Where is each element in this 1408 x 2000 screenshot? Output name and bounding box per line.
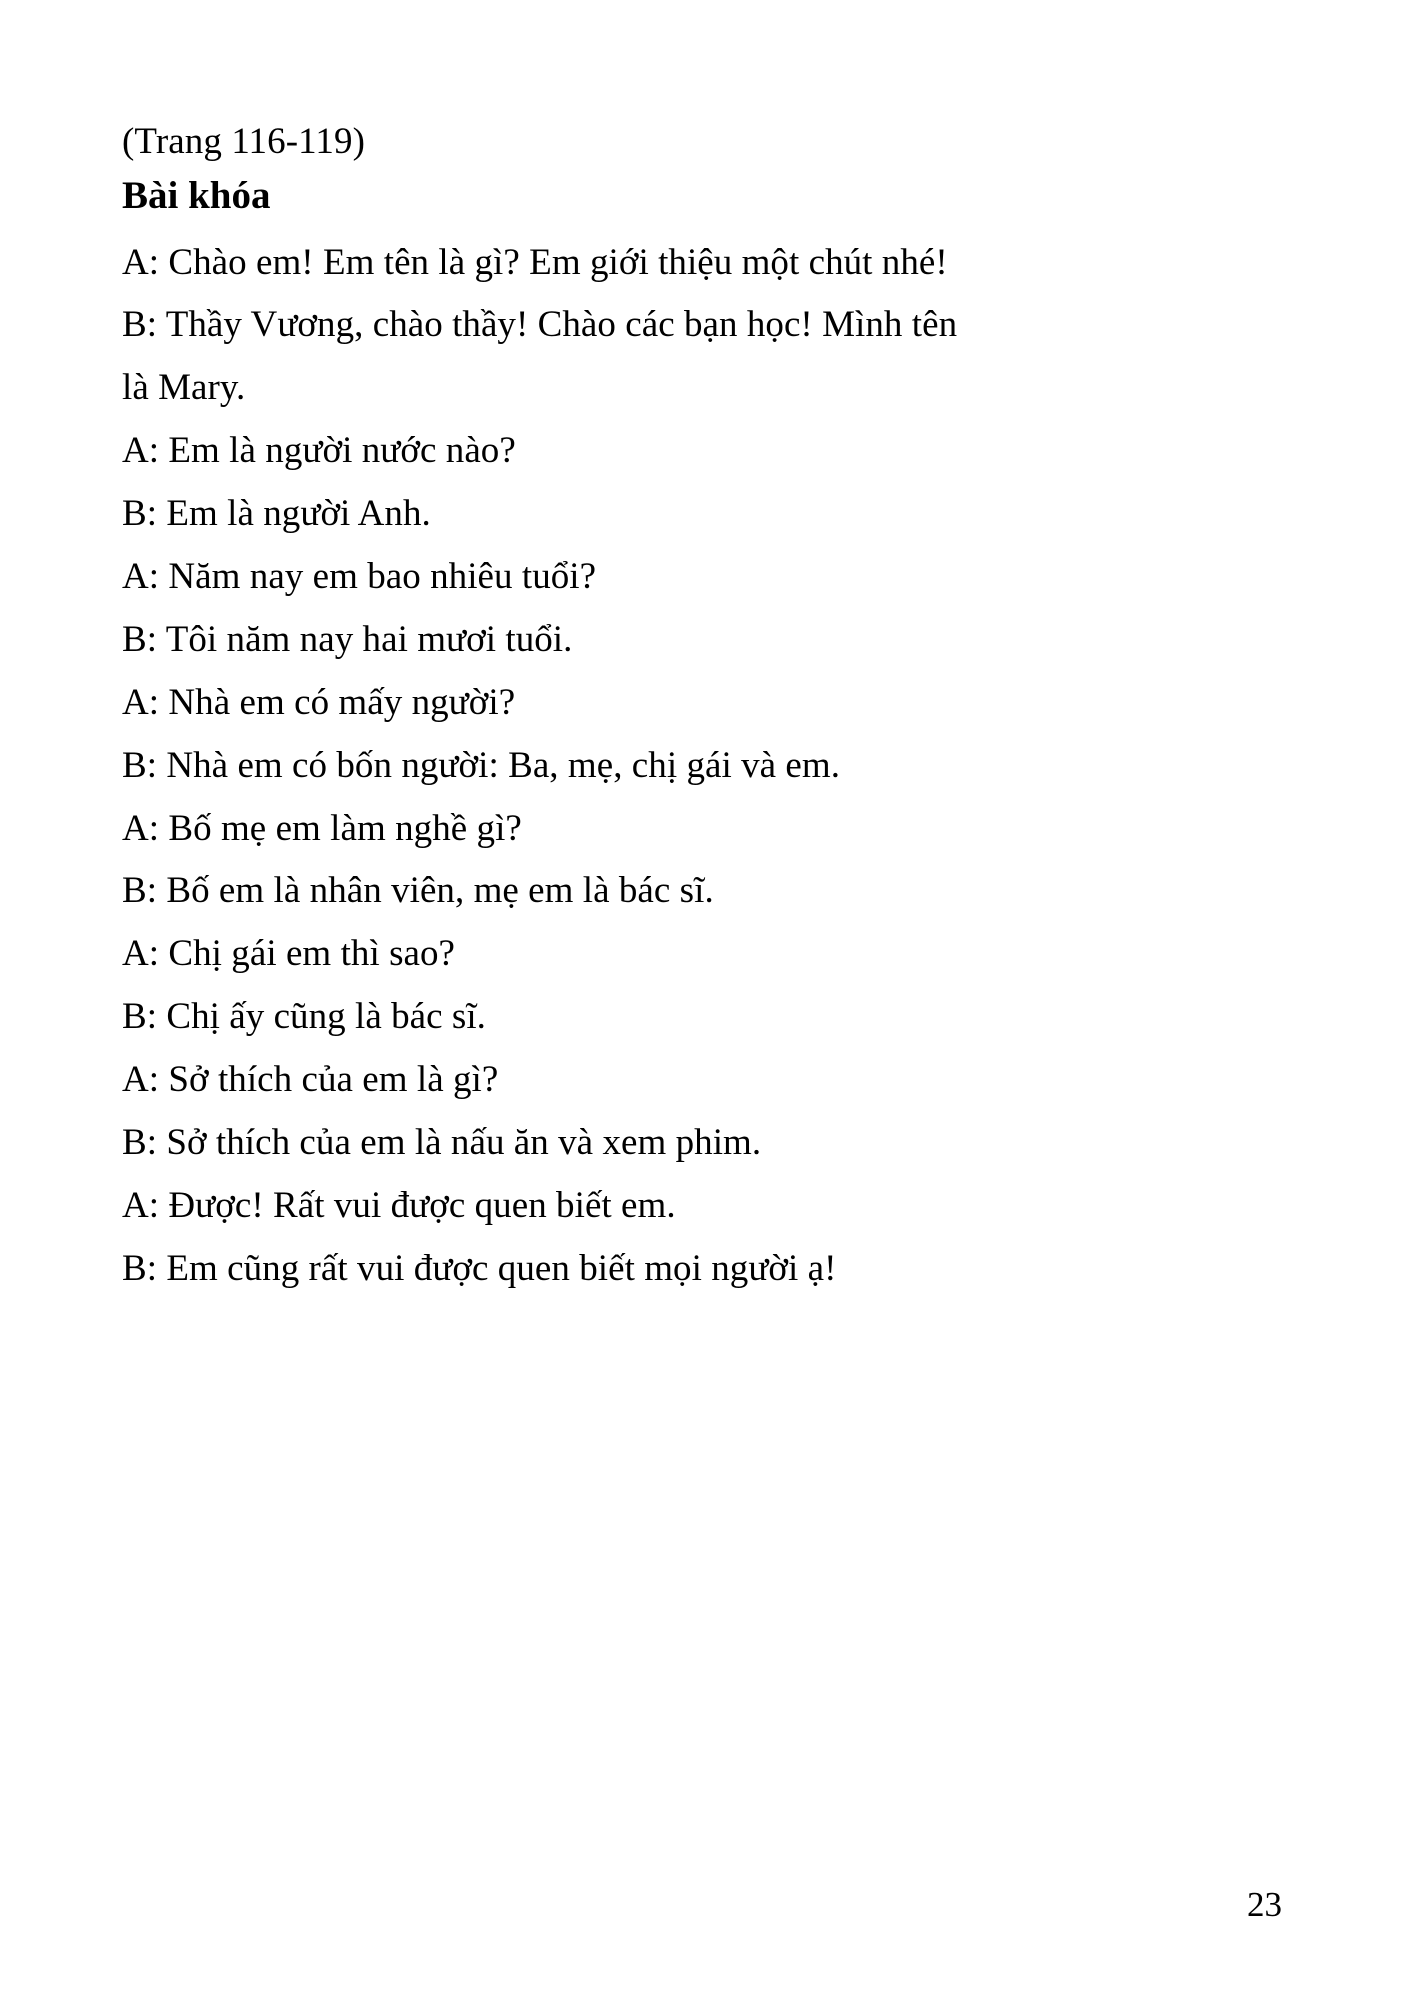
dialogue-line: B: Nhà em có bốn người: Ba, mẹ, chị gái và em. <box>122 744 841 786</box>
dialogue-line: A: Nhà em có mấy người? <box>122 681 516 723</box>
dialogue-line: A: Chào em! Em tên là gì? Em giới thiệu một chút nhé! <box>122 241 948 283</box>
dialogue-list <box>122 232 1242 1301</box>
dialogue-line: B: Chị ấy cũng là bác sĩ. <box>122 996 486 1038</box>
dialogue-line: A: Chị gái em thì sao? <box>122 933 456 975</box>
dialogue-line: A: Năm nay em bao nhiêu tuổi? <box>122 556 597 598</box>
dialogue-line: B: Sở thích của em là nấu ăn và xem phim. <box>122 1122 762 1164</box>
page-reference: (Trang 116-119) <box>122 121 366 162</box>
dialogue-line: A: Được! Rất vui được quen biết em. <box>122 1184 676 1226</box>
dialogue-line: B: Bố em là nhân viên, mẹ em là bác sĩ. <box>122 870 714 912</box>
page-number: 23 <box>1247 1885 1282 1924</box>
dialogue-line: B: Em là người Anh. <box>122 493 431 535</box>
dialogue-line: B: Tôi năm nay hai mươi tuổi. <box>122 618 573 660</box>
page-content <box>122 118 1242 1301</box>
dialogue-line: B: Em cũng rất vui được quen biết mọi người ạ! <box>122 1247 837 1289</box>
dialogue-line: B: Thầy Vương, chào thầy! Chào các bạn học! Mình tên là Mary. <box>122 304 958 409</box>
dialogue-line: A: Em là người nước nào? <box>122 430 516 472</box>
dialogue-line: A: Bố mẹ em làm nghề gì? <box>122 807 522 849</box>
section-heading: Bài khóa <box>122 174 271 218</box>
dialogue-line: A: Sở thích của em là gì? <box>122 1059 499 1101</box>
